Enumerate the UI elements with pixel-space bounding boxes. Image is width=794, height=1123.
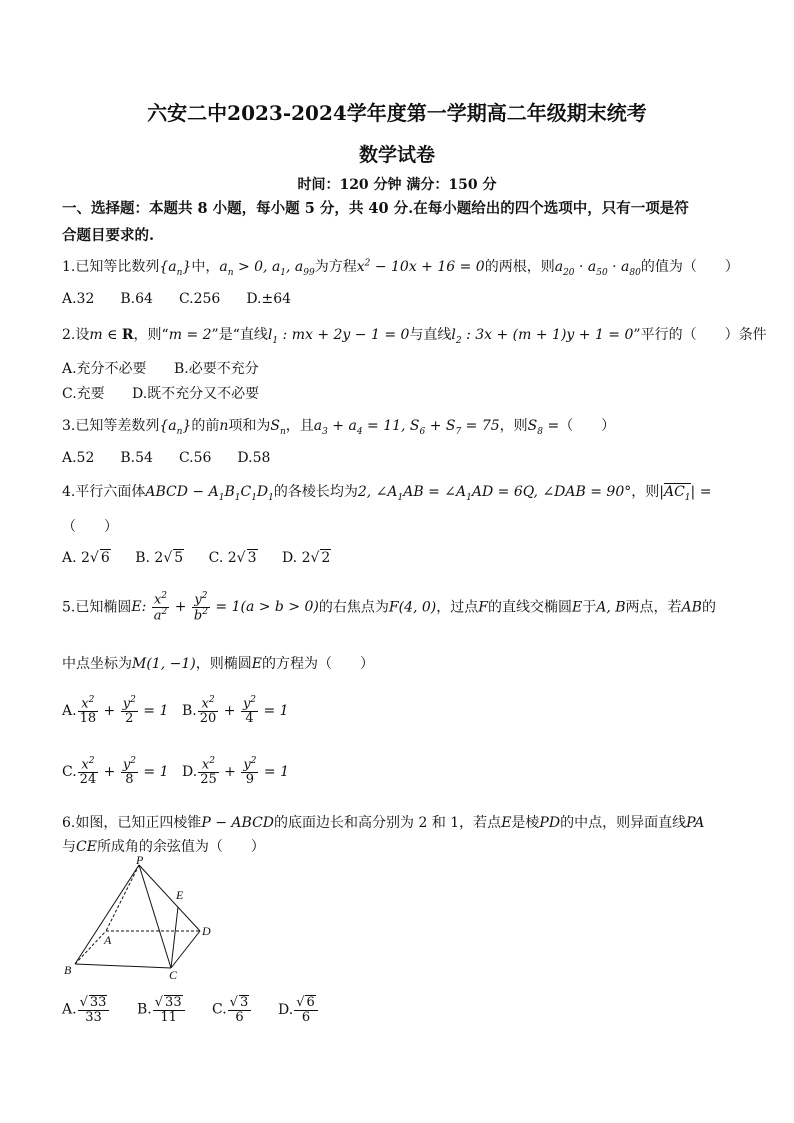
q3-option-a: A.52	[62, 450, 95, 466]
q2-option-b: B.必要不充分	[174, 361, 259, 377]
q3-seq: $\{a_n\}$	[159, 418, 192, 437]
q2-line2: $l_2$ : 3x + (m + 1)y + 1 = 0	[451, 327, 634, 346]
q2-options-row2	[62, 383, 259, 403]
q6-option-c: C. $\frac{√ 3}{6}$	[212, 995, 278, 1024]
q3-mid2: 项和为	[228, 418, 271, 434]
q4-cond: 2, $\angle A_1AB$ = $\angle A_1AD = 6Q$, ∠DAB = 90°	[357, 484, 632, 503]
q2-prefix: 2.设	[62, 327, 90, 343]
q1-seq: $\{a_n\}$	[159, 259, 192, 278]
segment-ce	[171, 907, 178, 968]
q2-option-a: A.充分不必要	[62, 361, 147, 377]
label-d: D	[202, 924, 211, 938]
q5-mid2: ，过点	[436, 599, 479, 616]
q3-option-c: C.56	[178, 450, 212, 466]
section-heading-line2: 合题目要求的.	[62, 227, 155, 244]
question-2	[62, 324, 767, 346]
q1-suffix: 的值为（ ）	[640, 259, 739, 275]
q2-suffix: ”平行的（ ）条件	[633, 327, 767, 343]
q5-mid5: 两点，若	[625, 599, 682, 616]
q1-option-d: D.±64	[246, 291, 292, 307]
q4-vector: $|AC_1|$ =	[659, 484, 712, 503]
question-5-line2	[62, 653, 374, 673]
q5-f: F	[478, 599, 488, 616]
exam-title: 六安二中2023-2024学年度第一学期高二年级期末统考	[147, 101, 647, 125]
q6-prefix: 6.如图，已知正四棱锥	[62, 815, 202, 831]
q5-prefix: 5.已知椭圆	[62, 599, 132, 616]
edge-pc	[139, 865, 171, 968]
q2-option-d: D.既不充分又不必要	[132, 386, 260, 402]
q4-option-d: D. 2√ 2	[281, 550, 331, 566]
q6-pd: PD	[539, 815, 561, 831]
q2-mid2: ”是“直线	[211, 327, 268, 343]
q5-option-a: A. $\frac{x^2}{18}$ + $\frac{y^2}{2}$ = 1	[62, 695, 169, 726]
q1-mid1: 中，	[191, 259, 220, 275]
q3-n: n	[219, 418, 229, 434]
question-6	[62, 812, 704, 832]
q1-eq: $x^2 - 10x + 16 = 0$	[356, 258, 485, 275]
q2-line1: $l_1$ : mx + 2y − 1 = 0	[267, 327, 410, 346]
label-p: P	[136, 855, 144, 867]
q6-option-a: A. $\frac{√ 33}{33}$	[62, 995, 137, 1024]
q6-line2a: 与	[62, 839, 76, 855]
q3-option-b: B.54	[120, 450, 153, 466]
q6-pyramid: P − ABCD	[201, 815, 275, 831]
q6-option-d: D. $\frac{√ 6}{6}$	[278, 1002, 319, 1018]
exam-subtitle: 数学试卷	[358, 144, 435, 166]
label-b: B	[64, 963, 72, 977]
q1-mid2: 为方程	[314, 259, 357, 275]
q6-option-b: B. $\frac{√ 33}{11}$	[137, 995, 212, 1024]
q6-mid3: 的中点，则异面直线	[560, 815, 687, 831]
edge-pa	[106, 865, 139, 931]
q5-ab2: AB	[681, 599, 702, 616]
time-info: 时间：120 分钟 满分：150 分	[297, 177, 497, 193]
q3-s8: $S_8$ =	[527, 418, 560, 437]
q6-pa: PA	[686, 815, 705, 831]
q1-expr: $a_{20} \cdot a_{50} \cdot a_{80}$	[554, 259, 641, 278]
q1-option-c: C.256	[178, 291, 221, 307]
q6-line2b: 所成角的余弦值为（ ）	[96, 839, 265, 855]
q2-m-in-r: m ∈ R	[89, 327, 134, 343]
question-1	[62, 256, 739, 278]
q3-cond: $a_3 + a_4 = 11$, $S_6 + S_7 = 75$	[313, 418, 500, 437]
q6-ce: CE	[76, 839, 97, 855]
q6-e: E	[501, 815, 512, 831]
q2-mid1: ，则“	[133, 327, 169, 343]
pyramid-figure	[60, 855, 230, 985]
edge-pd	[139, 865, 200, 931]
question-6-line2	[62, 836, 265, 856]
q5-midpoint: M(1, −1)	[132, 656, 196, 672]
q5-e2: E	[251, 656, 262, 672]
q2-mid3: 与直线	[409, 327, 452, 343]
q3-mid3: ，且	[285, 418, 314, 434]
q5-options-row1	[62, 696, 289, 726]
edge-ab	[75, 931, 106, 964]
q3-suffix: ，则	[499, 418, 528, 434]
edge-bc	[75, 964, 171, 968]
edge-cd	[171, 931, 200, 968]
q5-line2c: 的方程为（ ）	[261, 656, 374, 672]
label-c: C	[169, 968, 178, 982]
q4-option-b: B. 2√ 5	[135, 550, 184, 566]
q4-mid1: 的各棱长均为	[273, 484, 358, 500]
q4-prefix: 4.平行六面体	[62, 484, 146, 500]
q6-mid1: 的底面边长和高分别为 2 和 1，若点	[274, 815, 502, 831]
q3-sn: $S_n$	[270, 418, 286, 437]
q6-mid2: 是棱	[511, 815, 540, 831]
q5-option-d: D. $\frac{x^2}{25}$ + $\frac{y^2}{9}$ = 1	[182, 756, 290, 787]
q5-line2a: 中点坐标为	[62, 656, 132, 672]
q5-e: E	[571, 599, 583, 616]
q3-option-d: D.58	[237, 450, 271, 466]
q1-mid3: 的两根，则	[484, 259, 555, 275]
q1-prefix: 1.已知等比数列	[62, 259, 160, 275]
q1-option-b: B.64	[120, 291, 153, 307]
q5-ellipse: E: $\frac{x^2}{a^2}$ + $\frac{y^2}{b^2}$ = 1(a > b > 0)	[131, 591, 319, 624]
q5-mid4: 于	[582, 599, 597, 616]
q5-focus: F(4, 0)	[388, 599, 437, 616]
section-heading-line1: 一、选择题：本题共 8 小题，每小题 5 分，共 40 分.在每小题给出的四个选项中，只有一项是符	[62, 200, 689, 217]
q2-option-c: C.充要	[62, 386, 105, 402]
q2-options-row1	[62, 358, 259, 378]
q6-options	[62, 995, 319, 1024]
q5-line2b: ，则椭圆	[195, 656, 252, 672]
label-a: A	[104, 933, 112, 947]
q3-prefix: 3.已知等差数列	[62, 418, 160, 434]
q4-solid: ABCD − $A_1B_1C_1D_1$	[145, 484, 274, 503]
q1-options	[62, 291, 317, 307]
q5-option-c: C. $\frac{x^2}{24}$ + $\frac{y^2}{8}$ = 1	[62, 756, 169, 787]
q5-ab: A, B	[596, 599, 626, 616]
q4-mid2: ，则	[631, 484, 660, 500]
q1-option-a: A.32	[62, 291, 95, 307]
label-e: E	[176, 888, 184, 902]
edge-pb	[75, 865, 139, 964]
q5-mid3: 的直线交椭圆	[487, 599, 572, 616]
q4-options	[62, 549, 331, 566]
question-5	[62, 592, 716, 623]
question-4	[62, 481, 711, 503]
q1-cond: $a_n > 0$, $a_1$, $a_{99}$	[219, 259, 315, 278]
q5-option-b: B. $\frac{x^2}{20}$ + $\frac{y^2}{4}$ = 1	[182, 695, 289, 726]
q3-mid1: 的前	[191, 418, 220, 434]
q2-m-eq: m = 2	[168, 327, 212, 343]
q5-options-row2	[62, 757, 289, 787]
q4-option-a: A. 2√ 6	[62, 550, 110, 566]
q5-mid1: 的右焦点为	[318, 599, 389, 616]
q4-option-c: C. 2√ 3	[208, 550, 257, 566]
q3-options	[62, 450, 296, 466]
q4-answer-paren: （ ）	[62, 519, 118, 535]
question-3	[62, 415, 615, 437]
q5-mid6: 的	[701, 599, 716, 616]
q3-tail: （ ）	[559, 418, 616, 434]
